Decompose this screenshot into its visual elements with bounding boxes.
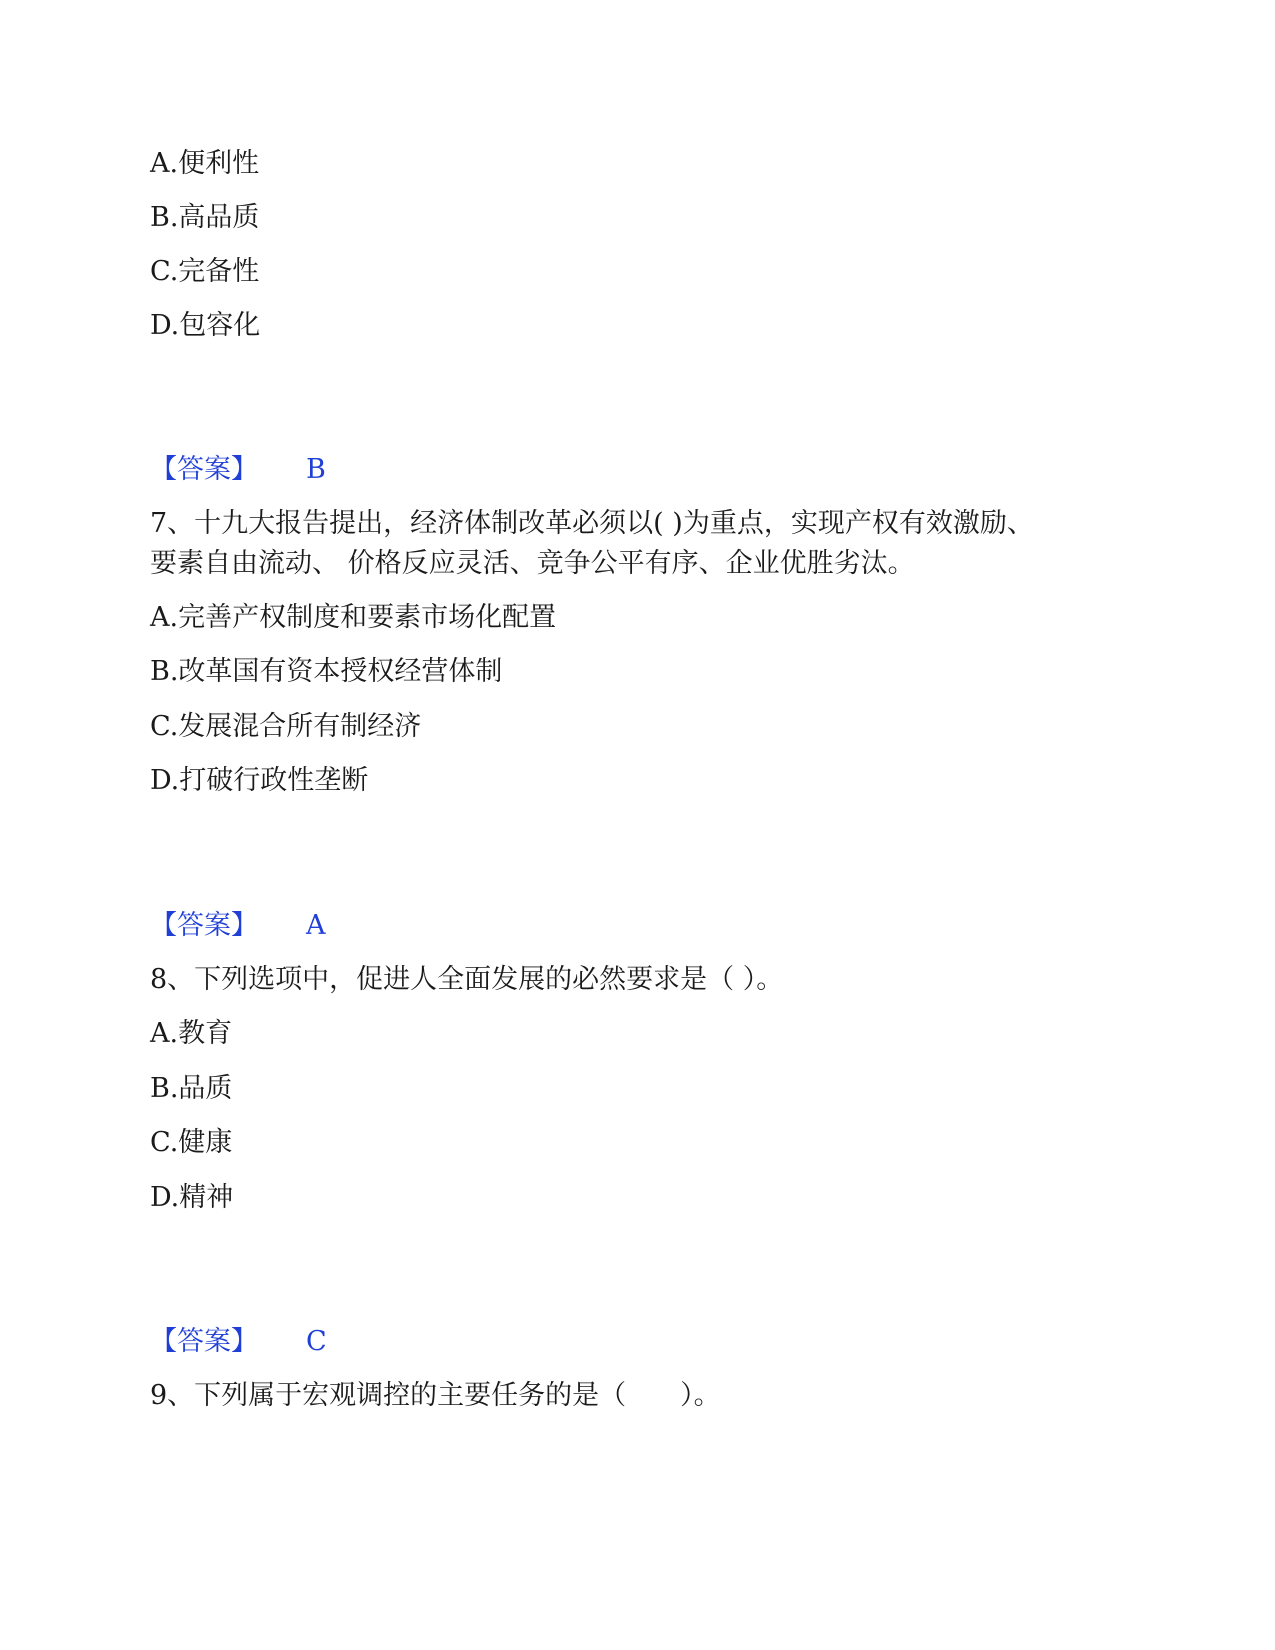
q9-stem: 9、下列属于宏观调控的主要任务的是（ ）。 xyxy=(150,1380,721,1411)
q7-stem-line2: 要素自由流动、 价格反应灵活、竞争公平有序、企业优胜劣汰。 xyxy=(150,548,915,579)
q6-option-d: D.包容化 xyxy=(150,310,261,341)
q7-option-d: D.打破行政性垄断 xyxy=(150,765,369,796)
q6-option-a: A.便利性 xyxy=(150,148,260,179)
q8-answer-label: 【答案】 xyxy=(150,1326,258,1357)
q8-option-d: D.精神 xyxy=(150,1182,234,1213)
q6-option-c: C.完备性 xyxy=(150,256,260,287)
q6-answer-value: B xyxy=(306,454,326,485)
q7-option-a: A.完善产权制度和要素市场化配置 xyxy=(150,602,557,633)
q8-option-a: A.教育 xyxy=(150,1018,233,1049)
q7-answer-label: 【答案】 xyxy=(150,910,258,941)
q7-option-b: B.改革国有资本授权经营体制 xyxy=(150,656,503,687)
q8-option-b: B.品质 xyxy=(150,1073,233,1104)
q7-stem-line1: 7、十九大报告提出，经济体制改革必须以( )为重点，实现产权有效激励、 xyxy=(150,508,1034,539)
q7-answer xyxy=(150,906,326,946)
q8-answer-value: C xyxy=(306,1326,327,1357)
q7-option-c: C.发展混合所有制经济 xyxy=(150,711,422,742)
q8-answer xyxy=(150,1322,327,1362)
q7-answer-value: A xyxy=(306,910,326,941)
q8-stem: 8、下列选项中，促进人全面发展的必然要求是（ ）。 xyxy=(150,964,784,995)
q6-answer xyxy=(150,450,326,490)
q6-option-b: B.高品质 xyxy=(150,202,260,233)
q8-option-c: C.健康 xyxy=(150,1127,233,1158)
q6-answer-label: 【答案】 xyxy=(150,454,258,485)
